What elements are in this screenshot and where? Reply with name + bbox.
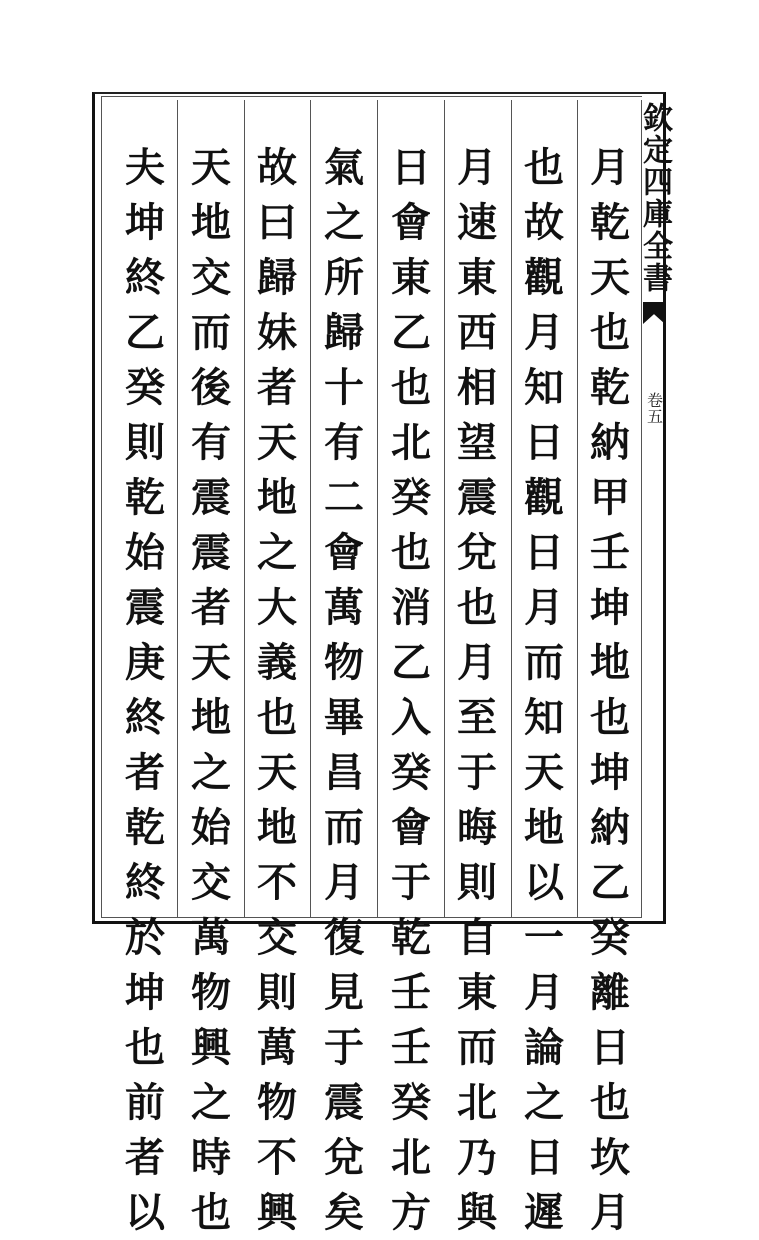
character: 日 xyxy=(524,1134,564,1181)
character: 則 xyxy=(257,969,297,1016)
character: 則 xyxy=(125,419,165,466)
character: 離 xyxy=(590,969,630,1016)
character: 北 xyxy=(457,1079,497,1126)
character: 乃 xyxy=(457,1134,497,1181)
character: 壬 xyxy=(391,969,431,1016)
character: 也 xyxy=(590,694,630,741)
character: 興 xyxy=(191,1024,231,1071)
character: 乾 xyxy=(391,914,431,961)
character: 歸 xyxy=(257,254,297,301)
text-column-4 xyxy=(383,140,439,1236)
character: 而 xyxy=(524,639,564,686)
character: 地 xyxy=(191,694,231,741)
text-column-1 xyxy=(582,140,638,1236)
character: 物 xyxy=(324,639,364,686)
character: 始 xyxy=(191,804,231,851)
character: 曰 xyxy=(257,199,297,246)
character: 日 xyxy=(391,144,431,191)
character: 而 xyxy=(191,309,231,356)
character: 震 xyxy=(324,1079,364,1126)
character: 晦 xyxy=(457,804,497,851)
character: 交 xyxy=(191,254,231,301)
character: 之 xyxy=(257,529,297,576)
column-text xyxy=(117,140,173,1240)
character: 以 xyxy=(524,859,564,906)
character: 癸 xyxy=(391,1079,431,1126)
character: 不 xyxy=(257,1134,297,1181)
character: 坎 xyxy=(590,1134,630,1181)
character: 交 xyxy=(191,859,231,906)
book-title: 欽定四庫全書 xyxy=(637,102,672,294)
character: 甲 xyxy=(590,474,630,521)
character: 地 xyxy=(257,804,297,851)
character: 乙 xyxy=(391,309,431,356)
character: 納 xyxy=(590,419,630,466)
text-column-8 xyxy=(117,140,173,1236)
character: 望 xyxy=(457,419,497,466)
character: 坤 xyxy=(125,199,165,246)
column-text xyxy=(516,140,572,1240)
character: 大 xyxy=(257,584,297,631)
character: 十 xyxy=(324,364,364,411)
character: 終 xyxy=(125,694,165,741)
character: 者 xyxy=(125,749,165,796)
column-text xyxy=(383,140,439,1240)
character: 天 xyxy=(524,749,564,796)
character: 故 xyxy=(257,144,297,191)
character: 時 xyxy=(191,1134,231,1181)
character: 乾 xyxy=(125,804,165,851)
character: 見 xyxy=(324,969,364,1016)
character: 于 xyxy=(457,749,497,796)
character: 天 xyxy=(191,639,231,686)
character: 入 xyxy=(391,694,431,741)
character: 地 xyxy=(191,199,231,246)
character: 萬 xyxy=(257,1024,297,1071)
character: 天 xyxy=(590,254,630,301)
character: 之 xyxy=(191,1079,231,1126)
character: 於 xyxy=(125,914,165,961)
character: 于 xyxy=(324,1024,364,1071)
character: 會 xyxy=(391,804,431,851)
character: 與 xyxy=(457,1189,497,1236)
character: 有 xyxy=(191,419,231,466)
character: 遲 xyxy=(524,1189,564,1236)
character: 東 xyxy=(457,969,497,1016)
character: 月 xyxy=(457,144,497,191)
character: 也 xyxy=(191,1189,231,1236)
character: 東 xyxy=(391,254,431,301)
character: 庚 xyxy=(125,639,165,686)
character: 者 xyxy=(191,584,231,631)
character: 歸 xyxy=(324,309,364,356)
character: 納 xyxy=(590,804,630,851)
character: 論 xyxy=(524,1024,564,1071)
character: 昌 xyxy=(324,749,364,796)
character: 故 xyxy=(524,199,564,246)
character: 天 xyxy=(257,419,297,466)
character: 北 xyxy=(391,1134,431,1181)
character: 物 xyxy=(257,1079,297,1126)
character: 消 xyxy=(391,584,431,631)
character: 坤 xyxy=(590,749,630,796)
character: 兌 xyxy=(324,1134,364,1181)
character: 一 xyxy=(524,914,564,961)
character: 有 xyxy=(324,419,364,466)
character: 終 xyxy=(125,859,165,906)
character: 日 xyxy=(590,1024,630,1071)
column-text xyxy=(449,140,505,1240)
character: 之 xyxy=(524,1079,564,1126)
character: 知 xyxy=(524,694,564,741)
text-column-3 xyxy=(449,140,505,1236)
character: 月 xyxy=(324,859,364,906)
character: 震 xyxy=(191,474,231,521)
column-rule xyxy=(511,100,512,918)
character: 速 xyxy=(457,199,497,246)
character: 而 xyxy=(457,1024,497,1071)
character: 之 xyxy=(191,749,231,796)
column-rule xyxy=(444,100,445,918)
character: 方 xyxy=(391,1189,431,1236)
character: 興 xyxy=(257,1189,297,1236)
character: 夫 xyxy=(125,144,165,191)
character: 所 xyxy=(324,254,364,301)
character: 震 xyxy=(191,529,231,576)
column-rule xyxy=(577,100,578,918)
character: 癸 xyxy=(125,364,165,411)
column-text xyxy=(582,140,638,1240)
character: 會 xyxy=(324,529,364,576)
character: 乾 xyxy=(125,474,165,521)
character: 以 xyxy=(125,1189,165,1236)
character: 月 xyxy=(524,309,564,356)
character: 坤 xyxy=(590,584,630,631)
character: 壬 xyxy=(590,529,630,576)
character: 也 xyxy=(391,364,431,411)
character: 矣 xyxy=(324,1189,364,1236)
character: 乙 xyxy=(391,639,431,686)
character: 日 xyxy=(524,419,564,466)
character: 自 xyxy=(457,914,497,961)
character: 日 xyxy=(524,529,564,576)
character: 終 xyxy=(125,254,165,301)
character: 壬 xyxy=(391,1024,431,1071)
character: 月 xyxy=(457,639,497,686)
character: 也 xyxy=(590,1079,630,1126)
character: 之 xyxy=(324,199,364,246)
column-rule xyxy=(177,100,178,918)
character: 而 xyxy=(324,804,364,851)
character: 也 xyxy=(457,584,497,631)
character: 乙 xyxy=(590,859,630,906)
character: 天 xyxy=(257,749,297,796)
character: 萬 xyxy=(191,914,231,961)
character: 乾 xyxy=(590,364,630,411)
character: 兌 xyxy=(457,529,497,576)
character: 癸 xyxy=(391,474,431,521)
character: 者 xyxy=(125,1134,165,1181)
character: 地 xyxy=(257,474,297,521)
character: 月 xyxy=(524,584,564,631)
character: 知 xyxy=(524,364,564,411)
character: 北 xyxy=(391,419,431,466)
character: 也 xyxy=(391,529,431,576)
character: 妹 xyxy=(257,309,297,356)
character: 義 xyxy=(257,639,297,686)
character: 乾 xyxy=(590,199,630,246)
character: 氣 xyxy=(324,144,364,191)
character: 癸 xyxy=(590,914,630,961)
character: 地 xyxy=(524,804,564,851)
character: 至 xyxy=(457,694,497,741)
character: 交 xyxy=(257,914,297,961)
juan-label: 卷五 xyxy=(644,392,664,424)
fishtail-mark-icon xyxy=(643,302,665,324)
character: 相 xyxy=(457,364,497,411)
character: 前 xyxy=(125,1079,165,1126)
character: 萬 xyxy=(324,584,364,631)
character: 天 xyxy=(191,144,231,191)
character: 觀 xyxy=(524,254,564,301)
character: 地 xyxy=(590,639,630,686)
character: 震 xyxy=(457,474,497,521)
character: 復 xyxy=(324,914,364,961)
column-text xyxy=(183,140,239,1240)
character: 震 xyxy=(125,584,165,631)
character: 也 xyxy=(524,144,564,191)
column-text xyxy=(249,140,305,1240)
text-column-2 xyxy=(516,140,572,1236)
character: 月 xyxy=(590,144,630,191)
character: 物 xyxy=(191,969,231,1016)
character: 坤 xyxy=(125,969,165,1016)
text-column-5 xyxy=(316,140,372,1236)
character: 不 xyxy=(257,859,297,906)
character: 則 xyxy=(457,859,497,906)
character: 觀 xyxy=(524,474,564,521)
character: 也 xyxy=(125,1024,165,1071)
character: 月 xyxy=(590,1189,630,1236)
character: 二 xyxy=(324,474,364,521)
character: 也 xyxy=(257,694,297,741)
character: 癸 xyxy=(391,749,431,796)
column-text xyxy=(316,140,372,1240)
column-rule xyxy=(377,100,378,918)
character: 者 xyxy=(257,364,297,411)
column-rule xyxy=(244,100,245,918)
character: 乙 xyxy=(125,309,165,356)
character: 于 xyxy=(391,859,431,906)
character: 月 xyxy=(524,969,564,1016)
character: 始 xyxy=(125,529,165,576)
margin-column xyxy=(637,100,672,918)
character: 會 xyxy=(391,199,431,246)
character: 西 xyxy=(457,309,497,356)
column-rule xyxy=(310,100,311,918)
character: 畢 xyxy=(324,694,364,741)
text-column-7 xyxy=(183,140,239,1236)
text-column-6 xyxy=(249,140,305,1236)
character: 東 xyxy=(457,254,497,301)
character: 也 xyxy=(590,309,630,356)
character: 後 xyxy=(191,364,231,411)
